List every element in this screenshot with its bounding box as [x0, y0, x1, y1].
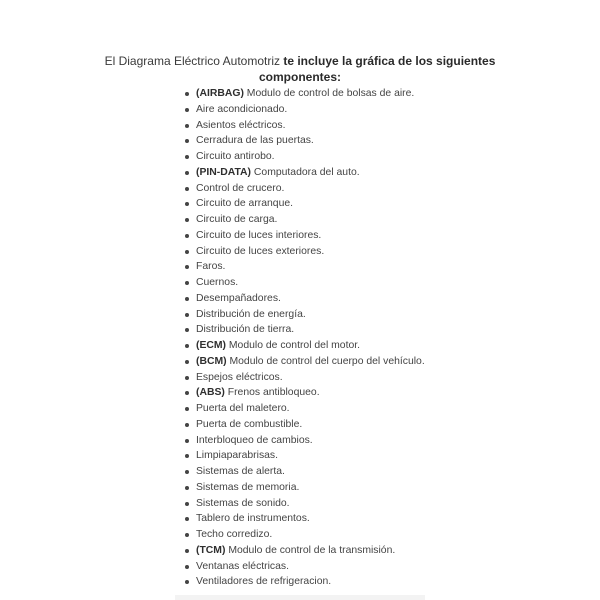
list-item-text: Distribución de tierra.: [196, 324, 295, 336]
intro-plain-text: El Diagrama Eléctrico Automotriz: [104, 54, 284, 68]
list-item: [183, 385, 425, 401]
list-item-text: Cuernos.: [196, 277, 239, 288]
list-item-text: Limpiaparabrisas.: [196, 450, 279, 462]
list-item: [183, 86, 425, 102]
list-item-text: Aire acondicionado.: [196, 103, 288, 115]
list-item: [183, 543, 425, 559]
list-item-text: Frenos antibloqueo.: [224, 387, 320, 399]
list-item: [183, 118, 425, 134]
list-item-abbreviation: (ABS): [196, 387, 225, 399]
list-item-text: Computadora del auto.: [251, 166, 360, 178]
list-item: [183, 464, 425, 480]
list-item: [183, 291, 425, 307]
bullet-icon: [185, 549, 189, 553]
list-item-abbreviation: (TCM): [196, 544, 226, 556]
list-item-text: Tablero de instrumentos.: [196, 513, 310, 525]
bullet-icon: [185, 502, 189, 506]
list-item-abbreviation: (ECM): [196, 340, 227, 351]
list-item: [183, 496, 425, 512]
bullet-icon: [185, 454, 189, 458]
list-item: [183, 480, 425, 496]
bullet-icon: [185, 313, 189, 317]
list-item-text: Circuito de carga.: [196, 214, 278, 225]
list-item: [183, 259, 425, 275]
bullet-icon: [185, 360, 189, 364]
list-item: [183, 228, 425, 244]
bullet-icon: [185, 565, 189, 569]
list-item: [183, 307, 425, 323]
list-item-text: Modulo de control del cuerpo del vehículo.: [226, 355, 425, 367]
list-item-text: Puerta del maletero.: [196, 403, 290, 414]
list-item-text: Asientos eléctricos.: [196, 119, 286, 131]
list-item: [183, 244, 425, 260]
component-list: [183, 86, 425, 590]
bullet-icon: [185, 423, 189, 427]
bullet-icon: [185, 139, 189, 143]
list-item: [183, 102, 425, 118]
bullet-icon: [185, 250, 189, 254]
bullet-icon: [185, 517, 189, 521]
list-item-text: Sistemas de sonido.: [196, 497, 290, 509]
list-item-text: Distribución de energía.: [196, 308, 306, 320]
list-item-text: Desempañadores.: [196, 292, 281, 304]
bullet-icon: [185, 124, 189, 128]
list-item-text: Ventiladores de refrigeracion.: [196, 576, 332, 588]
list-item-text: Sistemas de alerta.: [196, 466, 285, 477]
list-item: [183, 149, 425, 165]
list-item: [183, 370, 425, 386]
list-item: [183, 133, 425, 149]
list-item-text: Control de crucero.: [196, 182, 285, 194]
list-item: [183, 559, 425, 575]
list-item: [183, 417, 425, 433]
list-item: [183, 165, 425, 181]
list-item-text: Ventanas eléctricas.: [196, 560, 289, 572]
bullet-icon: [185, 486, 189, 490]
list-item-text: Circuito de luces interiores.: [196, 229, 322, 241]
intro-bold-text: te incluye la gráfica de los siguientes componentes:: [258, 54, 496, 84]
bullet-icon: [185, 580, 189, 584]
list-item-abbreviation: (AIRBAG): [196, 88, 244, 99]
list-item: [183, 354, 425, 370]
list-item: [183, 181, 425, 197]
bullet-icon: [185, 218, 189, 222]
bullet-icon: [185, 533, 189, 537]
bottom-divider: [175, 595, 425, 600]
bullet-icon: [185, 328, 189, 332]
intro-paragraph: [90, 53, 510, 85]
list-item: [183, 448, 425, 464]
list-item-text: Sistemas de memoria.: [196, 481, 300, 493]
bullet-icon: [185, 234, 189, 238]
list-item-abbreviation: (PIN-DATA): [196, 166, 252, 178]
list-item-text: Interbloqueo de cambios.: [196, 434, 313, 446]
list-item: [183, 401, 425, 417]
list-item: [183, 212, 425, 228]
bullet-icon: [185, 108, 189, 112]
list-item: [183, 322, 425, 338]
list-item: [183, 511, 425, 527]
bullet-icon: [185, 265, 189, 269]
list-item-text: Techo corredizo.: [196, 529, 273, 540]
list-item-text: Puerta de combustible.: [196, 418, 303, 430]
list-item: [183, 338, 425, 354]
bullet-icon: [185, 470, 189, 474]
bullet-icon: [185, 376, 189, 380]
bullet-icon: [185, 92, 189, 96]
list-item: [183, 275, 425, 291]
list-item-text: Faros.: [196, 261, 226, 273]
list-item-text: Modulo de control de la transmisión.: [225, 544, 396, 556]
list-item-text: Circuito de arranque.: [196, 198, 294, 210]
bullet-icon: [185, 171, 189, 175]
bullet-icon: [185, 344, 189, 348]
bullet-icon: [185, 297, 189, 301]
bullet-icon: [185, 281, 189, 285]
list-item: [183, 574, 425, 590]
bullet-icon: [185, 407, 189, 411]
bullet-icon: [185, 439, 189, 443]
bullet-icon: [185, 202, 189, 206]
list-item: [183, 196, 425, 212]
list-item-text: Modulo de control del motor.: [226, 340, 361, 351]
list-item-text: Circuito de luces exteriores.: [196, 245, 325, 257]
list-item-text: Circuito antirobo.: [196, 151, 275, 162]
list-item: [183, 527, 425, 543]
bullet-icon: [185, 155, 189, 159]
list-item: [183, 433, 425, 449]
list-item-text: Cerradura de las puertas.: [196, 135, 314, 147]
list-item-text: Modulo de control de bolsas de aire.: [243, 88, 415, 99]
list-item-abbreviation: (BCM): [196, 355, 227, 367]
list-item-text: Espejos eléctricos.: [196, 371, 283, 383]
bullet-icon: [185, 391, 189, 395]
bullet-icon: [185, 187, 189, 191]
